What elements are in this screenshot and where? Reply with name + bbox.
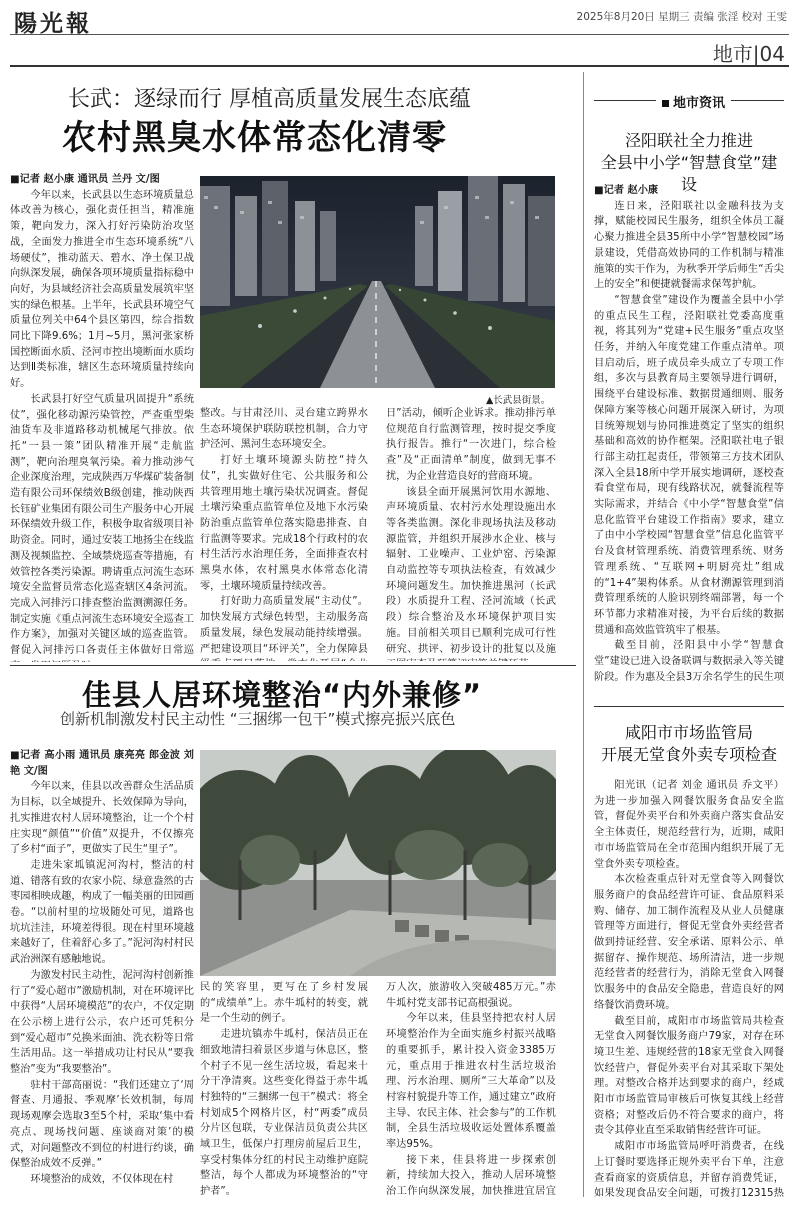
article2-column-1 [10,748,194,1200]
article2-subtitle: 创新机制激发村民主动性 “三捆绑一包干”模式擦亮振兴底色 [60,710,456,728]
article1-column-3 [386,406,556,661]
brief1-title-line: 全县中小学“智慧食堂”建设 [600,153,778,194]
article1-paragraph: 今年以来，长武县以生态环境质量总体改善为核心，强化责任担当，精准施策，靶向发力，深入打好污染防治攻坚战，全面发力推进全市生态环境系统“八场硬仗”，推动蓝天、碧水、净土保卫战向纵深发展，确保各项环境质量指标稳中向好，为县域经济社会高质量发展筑牢坚实的绿色根基。上半年，长武县环境空气质量位列关中64个县区第四，综合指数同比下降9.6%；1月~5月，黑河张家桥国控断面水质、泾河市控出境断面水质均达到Ⅱ类标准，辖区生态环境质量持续向好。 [10,189,194,390]
article2-paragraph: 环境整治的成效，不仅体现在村 [30,1173,174,1185]
article1-paragraph: 日”活动，倾听企业诉求。推动排污单位规范自行监测管理，按时提交季度执行报告。推行“一次进门，综合检查”及“正面清单”制度，做到无事不扰，为企业营造良好的营商环境。 [386,408,556,482]
brief2-title [594,722,784,766]
article1-paragraph: 长武县打好空气质量巩固提升“系统仗”，强化移动源污染管控，严查重型柴油货车及非道路移动机械尾气排放。依托“一县一策”团队精准开展“走航监测”，靶向治理臭氧污染。着力推动涉气企业深度治理，完成陕西万华煤矿装备制造有限公司环保绩效B级创建，推动陕西长钰矿业集团有限公司生产服务中心开展环保绩效升级工作，积极争取省级项目补助资金。同时，通过安装工地扬尘在线监测及视频监控、全域禁烧巡查等措施，有效管控各类污染源。聘请重点河流生态环境安全监督员常态化巡查辖区4条河流。完成入河排污口排查整治监测溯源任务。制定实施《重点河流生态环境安全巡查工作方案》，加强对关键区域的巡查监管。督促入河排污口各责任主体做好日常巡 [10,393,194,657]
brief1-title-line: 泾阳联社全力推进 [624,131,753,150]
street-scene-image [200,176,555,388]
sidebar-label [656,92,731,111]
brief2-title-line: 咸阳市市场监管局 [624,723,753,742]
brief1-byline: ■记者 赵小康 [594,185,659,196]
brief2-body [594,778,784,1200]
article2-title: 佳县人居环境整治“内外兼修” [82,678,483,712]
article2-paragraph: 驻村干部高丽说：“我们还建立了‘周督查、月通报、季观摩’长效机制，每周现场观摩会选取3至5个村，采取‘集中看亮点、现场找问题、座谈商对策’的模式，对问题整改不到位的村进行约谈，确保整治成效不反弹。” [10,1079,194,1170]
article2-paragraph: 走进朱家坬镇泥河沟村，整洁的村道、错落有致的农家小院、绿意盎然的古枣园相映成趣，构成了一幅美丽的田园画卷。“以前村里的垃圾随处可见，道路也坑坑洼洼，环境差得很。现在村里环境越来越好了，住着舒心多了。”泥河沟村村民武治洲深有感触地说。 [10,859,194,966]
article2-byline: ■记者 高小雨 通讯员 康亮亮 郎金波 刘艳 文/图 [10,750,194,777]
article1-paragraph: 该县全面开展黑河饮用水源地、声环境质量、农村污水处理设施出水等各类监测。深化非现场执法及移动源监管，并组织开展涉水企业、核与辐射、工业噪声、工业炉窑、污染源自动监控等专项执法检查，有效减少环境问题发生。加快推进黑河（长武段）水质提升工程、泾河流域（长武段）综合整治及水环境保护项目实施。目前相关项目已顺利完成可行性研究、拱评、初步设计的批复以及施 [386,486,556,655]
article2-paragraph: 走进坑镇赤牛坬村，保洁员正在细致地清扫着景区步道与休息区，整个村子不见一丝生活垃圾，看起来十分干净清爽。这些变化得益于赤牛坬村独特的“三捆绑一包干”模式：将全村划成5个网格片区，村“两委”成员分片区包联，专业保洁员负责公共区域卫生，低保户打理房前屋后卫生，享受村集体分红的村民主动维护庭院整洁，每个人都成为环境整治的“守护者”。 [200,1029,368,1198]
article2-paragraph: 今年以来，佳县坚持把农村人居环境整治作为全面实施乡村振兴战略的重要抓手，累计投入资金3385万元，重点用于推进农村生活垃圾治理、污水治理、厕所“三大革命”以及村容村貌提升等工作，通过建立“政府主导、农民主体、社会参与”的工作机制，全县生活垃圾收运处置体系覆盖率达95%。 [386,1013,556,1151]
brief-separator [594,706,784,707]
square-bullet-icon [662,100,669,107]
article1-paragraph: 打好助力高质量发展“主动仗”。加快发展方式绿色转型，主动服务高质量发展，绿色发展动能持续增强。严把建设项目“环评关”，全力保障县 [200,596,368,655]
section-label: 地市|04 [712,42,785,66]
brief2-paragraph: 本次检查重点针对无堂食等入网餐饮服务商户的食品经营许可证、食品原料采购、储存、加工制作流程及从业人员健康管理等方面进行，督促无堂食外卖经营者做到持证经营、安全承诺、原料公示、单据留存、操作规范、场所清洁，进一步规范经营者的经营行为，消除无堂食入网餐饮服务中的食品安全隐患，营造良好的网络餐饮消费环境。 [594,874,784,1011]
article2-paragraph: 为激发村民主动性，泥河沟村创新推行了“爱心超市”激励机制，对在环境评比中获得“人居环境模范”的农户，不仅定期在公示榜上进行公示，农户还可凭积分到“爱心超市”兑换米面油、洗衣粉等日常生活用品。这一举措成功让村民从“要我整治”变为“我要整治”。 [10,969,194,1076]
article1-title: 农村黑臭水体常态化清零 [62,118,447,158]
section-rule [10,65,789,67]
masthead-logo: 陽光報 [14,10,92,37]
article2-paragraph: 万人次，旅游收入突破485万元。”赤牛坬村党支部书记高根强说。 [386,982,556,1009]
article2-column-3 [386,980,556,1200]
article2-photo [200,750,556,976]
article1-photo-caption: ▲长武县街景。 [486,395,551,406]
sidebar-label-text: 地市资讯 [673,96,726,111]
article-separator [10,665,576,666]
brief1-paragraph: “智慧食堂”建设作为覆盖全县中小学的重点民生工程，泾阳联社党委高度重视，将其列为“党建+民生服务”重点攻坚任务，并纳入年度党建工作重点清单。项目启动后，班子成员牵头成立了专项工作组，多次与县教育局主要领导进行调研，围绕平台建设标准、数据贯通细则、服务保障方案等核心问题开展深入研讨，为项目统筹规划与协同推进奠定了坚实的组织基础和高效的协作框架。泾阳联社电子银行部主动扛起责任，带领第三方技术团队深入全县18所中学开展实地调研，逐校查看食堂布局，现有线路状况，就餐流程等实际需求，并结合《中小学“智慧食堂”信息化监管平台建设工作指南》要求，建立了由中小学校园“智慧食堂”信息化监管平台及食材管理系统、消费管理系统、财务管理系统、“互联网+明厨亮灶”组成的“1+4”架构体系。从食材溯源管理到消费管理系统的人脸识别终端部署，每一个环节都力求精准对接，为平台后续的数据贯通和高效监管筑牢了根基。 [594,294,784,636]
column-divider [583,72,584,1197]
article2-paragraph: 接下来，佳县将进一步探索创新，持续加大投入，推动人居环境整治工作向纵深发展，加快推进宜居宜 [386,1154,556,1198]
article1-paragraph: 整改。与甘肃泾川、灵台建立跨界水生态环境保护联防联控机制，合力守护泾河、黑河生态环境安全。 [200,408,368,451]
brief2-paragraph: 阳光讯（记者 刘金 通讯员 乔文平）为进一步加强入网餐饮服务食品安全监管，督促外卖平台和外卖商户落实食品安全主体责任，规范经营行为，近期，咸阳市市场监管局在全市范围内组织开展了无堂食外卖专项检查。 [594,780,784,870]
article2-paragraph: 民的笑容里，更写在了乡村发展的“成绩单”上。赤牛坬村的转变，就是一个生动的例子。 [200,982,368,1025]
article1-paragraph: 打好土壤环境源头防控“持久仗”，扎实做好住宅、公共服务和公共管理用地土壤污染状况调查。督促土壤污染重点监管单位及地下水污染防治重点监管单位落实隐患排查、自行监测等要求。完成18个行政村的农村生活污水治理任务，全面排查农村黑臭水体，农村黑臭水体常态化清零，土壤环境质量持续改善。 [200,455,368,592]
article1-column-1 [10,172,194,662]
brief2-paragraph: 截至目前，咸阳市市场监管局共检查无堂食入网餐饮服务商户79家，对存在环境卫生差、违规经营的18家无堂食入网餐饮经营户，督促外卖平台对其采取下架处理。对整改合格并达到要求的商户，经咸阳市市场监管局审核后可恢复其线上经营资格；对整改后仍不符合要求的商户，将责令其停业直至采取销售经营许可证。 [594,1015,784,1137]
brief1-paragraph: 截至目前，泾阳县中小学“智慧食堂”建设已进入设备联调与数据录入等关键阶段。作为惠及全县3万余名学生的民生项 [594,640,784,683]
village-scene-image [200,750,556,976]
article1-kicker: 长武：逐绿而行 厚植高质量发展生态底蕴 [68,87,471,112]
brief1-paragraph: 连日来，泾阳联社以金融科技为支撑，赋能校园民生服务，组织全体员工凝心聚力推进全县35所中小学“智慧校园”场景建设，凭借高效协同的工作机制与精准施策的实干作为，为秋季开学后师生“舌尖上的安全”和便捷就餐需求保驾护航。 [594,200,784,291]
article2-paragraph: 今年以来，佳县以改善群众生活品质为目标，以全域提升、长效保障为导向，扎实推进农村人居环境整治，让一个个村庄实现“颜值”“价值”双提升，不仅擦亮了乡村“面子”，更做实了民生“里子”。 [10,781,194,856]
article2-column-2 [200,980,368,1200]
brief1-body [594,183,784,683]
brief2-title-line: 开展无堂食外卖专项检查 [600,745,777,764]
article1-byline: ■记者 赵小康 通讯员 兰丹 文/图 [10,174,160,185]
article1-column-2 [200,406,368,661]
header-rule [10,34,789,35]
article1-photo [200,176,555,388]
brief2-paragraph: 咸阳市市场监管局呼吁消费者，在线上订餐时要选择正规外卖平台下单，注意查看商家的资质信息，并留存消费凭证，如果发现食品安全问题，可拨打12315热 [594,1141,784,1200]
dateline: 2025年8月20日 星期三 责编 张淫 校对 王雯 [576,11,787,23]
